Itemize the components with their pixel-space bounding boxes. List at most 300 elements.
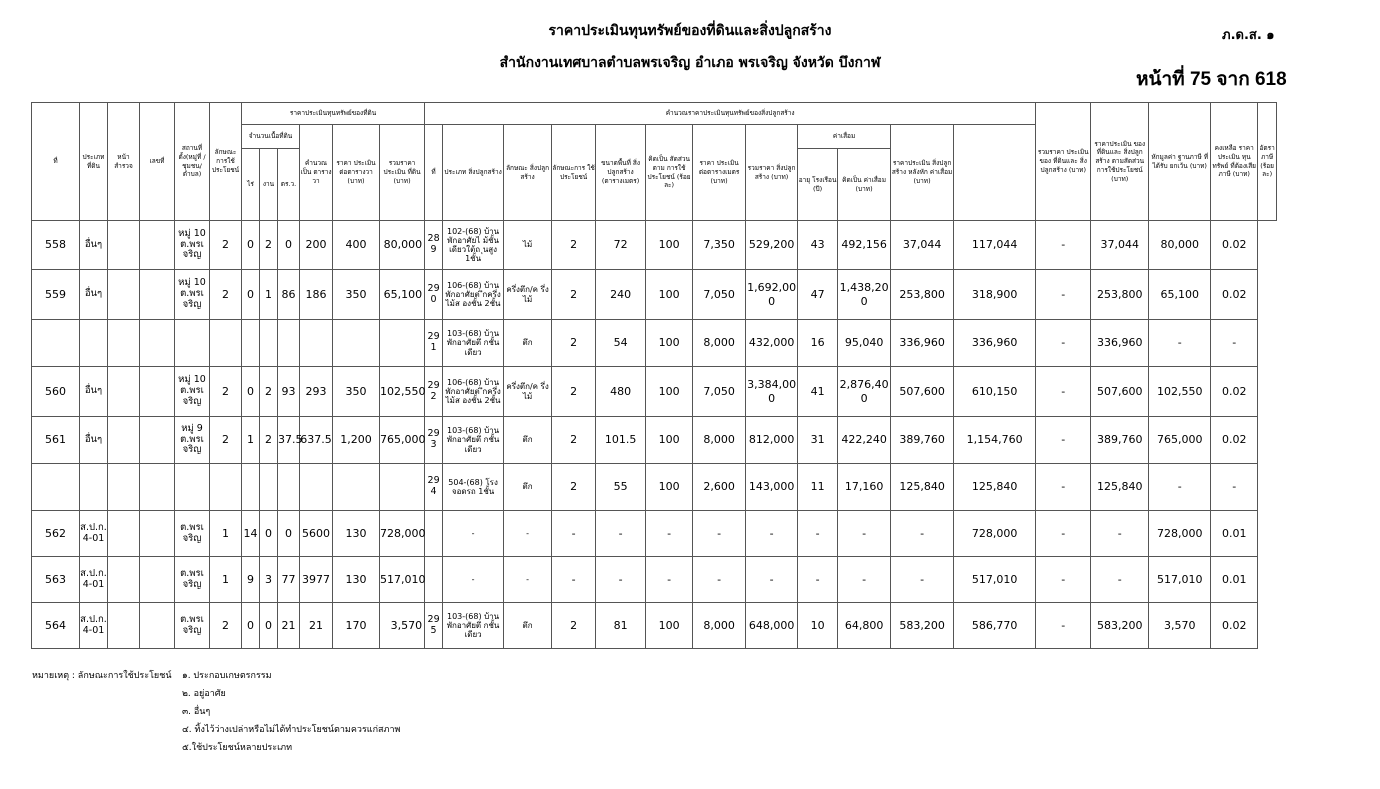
col-age: อายุ โรงเรือน (ปี) xyxy=(798,149,838,221)
cell-ngan: 2 xyxy=(260,417,278,464)
table-body xyxy=(32,221,1277,649)
cell-dep: 95,040 xyxy=(838,320,891,367)
cell-bpct: 100 xyxy=(646,270,693,320)
cell-sq-wa: 293 xyxy=(300,367,333,417)
cell-survey-page xyxy=(108,464,140,511)
cell-ratio: - xyxy=(1036,417,1091,464)
cell-land-total: 3,570 xyxy=(380,603,425,649)
notes-label: หมายเหตุ : ลักษณะการใช้ประโยชน์ xyxy=(32,671,172,681)
page-subtitle: สำนักงานเทศบาลตำบลพรเจริญ อำเภอ พรเจริญ จังหวัด บึงกาฬ xyxy=(499,55,881,71)
cell-wa: 77 xyxy=(278,557,300,603)
cell-busage: 2 xyxy=(552,221,596,270)
cell-ratio: - xyxy=(1036,320,1091,367)
cell-survey-page xyxy=(108,367,140,417)
form-code: ภ.ด.ส. ๑ xyxy=(1222,28,1275,43)
col-building-area: ขนาดพื้นที่ สิ่งปลูกสร้าง (ตารางเมตร) xyxy=(596,125,646,221)
cell-location xyxy=(175,320,210,367)
table-row xyxy=(32,417,1277,464)
cell-btotal: - xyxy=(746,511,798,557)
cell-land-total: 728,000 xyxy=(380,511,425,557)
cell-dep: 1,438,20 0 xyxy=(838,270,891,320)
cell-no: 562 xyxy=(32,511,80,557)
cell-price-per-wa: 400 xyxy=(333,221,380,270)
cell-survey-page xyxy=(108,511,140,557)
cell-bno: 29 5 xyxy=(425,603,443,649)
cell-remain: 80,000 xyxy=(1149,221,1211,270)
cell-bprice: 8,000 xyxy=(693,320,746,367)
cell-no: 560 xyxy=(32,367,80,417)
cell-age: 43 xyxy=(798,221,838,270)
cell-bno: 28 9 xyxy=(425,221,443,270)
cell-bno: 29 1 xyxy=(425,320,443,367)
cell-barea: 54 xyxy=(596,320,646,367)
col-building-type: ประเภท สิ่งปลูกสร้าง xyxy=(443,125,504,221)
cell-price-per-wa xyxy=(333,320,380,367)
cell-bchar: - xyxy=(504,557,552,603)
cell-dep: 2,876,40 0 xyxy=(838,367,891,417)
col-tax-rate: อัตราภาษี (ร้อยละ) xyxy=(1258,103,1277,221)
cell-btotal: 3,384,00 0 xyxy=(746,367,798,417)
col-remaining: คงเหลือ ราคาประเมิน ทุนทรัพย์ ที่ต้องเสียภาษี (บาท) xyxy=(1211,103,1258,221)
cell-bno: 29 3 xyxy=(425,417,443,464)
cell-btotal: - xyxy=(746,557,798,603)
cell-remain: 102,550 xyxy=(1149,367,1211,417)
cell-number xyxy=(140,221,175,270)
cell-remain: 65,100 xyxy=(1149,270,1211,320)
cell-age: - xyxy=(798,557,838,603)
cell-price-per-wa: 170 xyxy=(333,603,380,649)
cell-ratio: - xyxy=(1036,270,1091,320)
cell-bchar: - xyxy=(504,511,552,557)
cell-barea: 81 xyxy=(596,603,646,649)
col-building-pct: คิดเป็น สัดส่วนตาม การใช้ ประโยชน์ (ร้อยละ) xyxy=(646,125,693,221)
col-building-char: ลักษณะ สิ่งปลูกสร้าง xyxy=(504,125,552,221)
cell-ngan: 2 xyxy=(260,221,278,270)
cell-btype: 103-(68) บ้านพักอาศัยตึ กชั้นเดียว xyxy=(443,417,504,464)
col-number: เลขที่ xyxy=(140,103,175,221)
cell-number xyxy=(140,417,175,464)
col-price-per-wa: ราคา ประเมิน ต่อตารางวา (บาท) xyxy=(333,125,380,221)
cell-sq-wa: 186 xyxy=(300,270,333,320)
cell-land-type: ส.ป.ก. 4-01 xyxy=(80,603,108,649)
cell-ratio: - xyxy=(1036,221,1091,270)
table-row xyxy=(32,511,1277,557)
cell-bno xyxy=(425,557,443,603)
cell-location: หมู่ 10 ต.พรเ จริญ xyxy=(175,367,210,417)
cell-survey-page xyxy=(108,221,140,270)
cell-rate: 0.01 xyxy=(1211,557,1258,603)
cell-deduct: 583,200 xyxy=(1091,603,1149,649)
cell-barea: 240 xyxy=(596,270,646,320)
cell-no: 564 xyxy=(32,603,80,649)
cell-land-total xyxy=(380,320,425,367)
col-location-top: สถานที่ xyxy=(181,143,203,152)
cell-grand: 125,840 xyxy=(954,464,1036,511)
cell-dep: 17,160 xyxy=(838,464,891,511)
cell-wa xyxy=(278,464,300,511)
cell-sq-wa: 637.5 xyxy=(300,417,333,464)
cell-btype: 106-(68) บ้านพักอาศัยต ึกครึ่งไม้ส องชั้น 2ชั้น xyxy=(443,367,504,417)
cell-number xyxy=(140,464,175,511)
cell-usage: 2 xyxy=(210,221,242,270)
table-row xyxy=(32,557,1277,603)
note-item: ๔. ทิ้งไว้ว่างเปล่าหรือไม่ได้ทำประโยชน์ตามควรแก่สภาพ xyxy=(182,725,401,735)
cell-btotal: 432,000 xyxy=(746,320,798,367)
cell-bchar: ตึก xyxy=(504,603,552,649)
table-row xyxy=(32,603,1277,649)
col-grand-total: รวมราคา ประเมินของ ที่ดินและ สิ่งปลูกสร้าง (บาท) xyxy=(1036,103,1091,221)
assessment-table xyxy=(31,102,1277,649)
cell-btype: 103-(68) บ้านพักอาศัยตึ กชั้นเดียว xyxy=(443,320,504,367)
cell-price-per-wa: 1,200 xyxy=(333,417,380,464)
cell-rate: 0.02 xyxy=(1211,270,1258,320)
group-area: จำนวนเนื้อที่ดิน xyxy=(242,125,300,149)
cell-bnet: 583,200 xyxy=(891,603,954,649)
cell-usage: 2 xyxy=(210,603,242,649)
cell-land-type: ส.ป.ก. 4-01 xyxy=(80,511,108,557)
cell-age: - xyxy=(798,511,838,557)
cell-sq-wa: 5600 xyxy=(300,511,333,557)
col-deduction: หักมูลค่า ฐานภาษี ที่ได้รับ ยกเว้น (บาท) xyxy=(1149,103,1211,221)
cell-wa: 93 xyxy=(278,367,300,417)
cell-barea: - xyxy=(596,511,646,557)
cell-ngan: 2 xyxy=(260,367,278,417)
cell-ngan xyxy=(260,320,278,367)
cell-rai: 0 xyxy=(242,367,260,417)
col-location xyxy=(175,103,210,221)
cell-grand: 517,010 xyxy=(954,557,1036,603)
col-wa: ตร.ว. xyxy=(278,149,300,221)
cell-survey-page xyxy=(108,417,140,464)
cell-ngan: 0 xyxy=(260,603,278,649)
cell-location: ต.พรเ จริญ xyxy=(175,603,210,649)
cell-rai: 0 xyxy=(242,603,260,649)
col-building-price: ราคา ประเมิน ต่อตารางเมตร (บาท) xyxy=(693,125,746,221)
cell-bpct: - xyxy=(646,511,693,557)
cell-age: 31 xyxy=(798,417,838,464)
cell-bprice: 7,050 xyxy=(693,367,746,417)
cell-bprice: 2,600 xyxy=(693,464,746,511)
cell-deduct: 125,840 xyxy=(1091,464,1149,511)
cell-busage: 2 xyxy=(552,367,596,417)
note-item: ๕.ใช้ประโยชน์หลายประเภท xyxy=(182,743,293,753)
col-survey-page: หน้า สำรวจ xyxy=(108,103,140,221)
cell-busage: 2 xyxy=(552,603,596,649)
cell-bnet: 507,600 xyxy=(891,367,954,417)
cell-barea: 480 xyxy=(596,367,646,417)
cell-survey-page xyxy=(108,270,140,320)
cell-price-per-wa: 350 xyxy=(333,270,380,320)
cell-remain: 517,010 xyxy=(1149,557,1211,603)
cell-location: ต.พรเ จริญ xyxy=(175,511,210,557)
cell-bnet: 253,800 xyxy=(891,270,954,320)
page-title: ราคาประเมินทุนทรัพย์ของที่ดินและสิ่งปลูกสร้าง xyxy=(548,23,832,39)
cell-ratio: - xyxy=(1036,603,1091,649)
group-land: ราคาประเมินทุนทรัพย์ของที่ดิน xyxy=(242,103,425,125)
cell-dep: 492,156 xyxy=(838,221,891,270)
cell-bprice: 7,350 xyxy=(693,221,746,270)
cell-btotal: 1,692,00 0 xyxy=(746,270,798,320)
cell-remain: 3,570 xyxy=(1149,603,1211,649)
cell-btype: 106-(68) บ้านพักอาศัยต ึกครึ่งไม้ส องชั้น 2ชั้น xyxy=(443,270,504,320)
cell-rai xyxy=(242,464,260,511)
cell-sq-wa xyxy=(300,320,333,367)
cell-grand: 336,960 xyxy=(954,320,1036,367)
cell-sq-wa: 200 xyxy=(300,221,333,270)
cell-grand: 1,154,760 xyxy=(954,417,1036,464)
cell-age: 10 xyxy=(798,603,838,649)
cell-remain: - xyxy=(1149,464,1211,511)
cell-land-type: อื่นๆ xyxy=(80,367,108,417)
group-building: คำนวณราคาประเมินทุนทรัพย์ของสิ่งปลูกสร้าง xyxy=(425,103,1036,125)
cell-no: 559 xyxy=(32,270,80,320)
cell-rai: 14 xyxy=(242,511,260,557)
cell-deduct: - xyxy=(1091,557,1149,603)
cell-barea: 55 xyxy=(596,464,646,511)
cell-deduct: 336,960 xyxy=(1091,320,1149,367)
cell-bprice: - xyxy=(693,557,746,603)
table-row xyxy=(32,320,1277,367)
cell-price-per-wa: 130 xyxy=(333,557,380,603)
cell-bpct: - xyxy=(646,557,693,603)
cell-land-total: 765,000 xyxy=(380,417,425,464)
cell-rate: 0.02 xyxy=(1211,603,1258,649)
cell-land-type: อื่นๆ xyxy=(80,221,108,270)
cell-rate: 0.02 xyxy=(1211,417,1258,464)
cell-remain: 765,000 xyxy=(1149,417,1211,464)
cell-remain: 728,000 xyxy=(1149,511,1211,557)
cell-ratio: - xyxy=(1036,557,1091,603)
col-rai: ไร่ xyxy=(242,149,260,221)
cell-bno: 29 2 xyxy=(425,367,443,417)
cell-bprice: - xyxy=(693,511,746,557)
cell-bnet: - xyxy=(891,557,954,603)
group-depreciation: ค่าเสื่อม xyxy=(798,125,891,149)
cell-bpct: 100 xyxy=(646,464,693,511)
cell-price-per-wa xyxy=(333,464,380,511)
cell-ngan: 1 xyxy=(260,270,278,320)
cell-grand: 318,900 xyxy=(954,270,1036,320)
cell-barea: 101.5 xyxy=(596,417,646,464)
cell-bnet: 125,840 xyxy=(891,464,954,511)
cell-dep: - xyxy=(838,557,891,603)
cell-dep: - xyxy=(838,511,891,557)
cell-btotal: 812,000 xyxy=(746,417,798,464)
cell-number xyxy=(140,320,175,367)
cell-bpct: 100 xyxy=(646,320,693,367)
cell-wa xyxy=(278,320,300,367)
cell-price-per-wa: 350 xyxy=(333,367,380,417)
col-sq-wa: คำนวณ เป็น ตารางวา xyxy=(300,125,333,221)
cell-bprice: 8,000 xyxy=(693,417,746,464)
cell-number xyxy=(140,557,175,603)
cell-rai: 0 xyxy=(242,270,260,320)
cell-bpct: 100 xyxy=(646,221,693,270)
cell-wa: 21 xyxy=(278,603,300,649)
cell-rate: 0.02 xyxy=(1211,221,1258,270)
cell-location: หมู่ 10 ต.พรเ จริญ xyxy=(175,270,210,320)
cell-remain: - xyxy=(1149,320,1211,367)
cell-usage: 2 xyxy=(210,367,242,417)
cell-bprice: 7,050 xyxy=(693,270,746,320)
col-building-total: รวมราคา สิ่งปลูกสร้าง (บาท) xyxy=(746,125,798,221)
cell-land-type: อื่นๆ xyxy=(80,270,108,320)
note-item: ๒. อยู่อาศัย xyxy=(182,689,226,699)
cell-busage: - xyxy=(552,511,596,557)
cell-bno: 29 0 xyxy=(425,270,443,320)
cell-bpct: 100 xyxy=(646,417,693,464)
cell-survey-page xyxy=(108,557,140,603)
cell-bchar: ตึก xyxy=(504,464,552,511)
cell-location xyxy=(175,464,210,511)
cell-dep: 64,800 xyxy=(838,603,891,649)
col-land-total: รวมราคา ประเมิน ที่ดิน (บาท) xyxy=(380,125,425,221)
cell-deduct: 507,600 xyxy=(1091,367,1149,417)
cell-number xyxy=(140,367,175,417)
cell-ngan: 0 xyxy=(260,511,278,557)
cell-rate: 0.02 xyxy=(1211,367,1258,417)
table-row xyxy=(32,221,1277,270)
cell-age: 41 xyxy=(798,367,838,417)
cell-number xyxy=(140,511,175,557)
cell-busage: 2 xyxy=(552,464,596,511)
cell-land-total xyxy=(380,464,425,511)
cell-ngan xyxy=(260,464,278,511)
cell-rate: - xyxy=(1211,320,1258,367)
cell-rai: 9 xyxy=(242,557,260,603)
cell-bchar: ตึก xyxy=(504,417,552,464)
col-no: ที่ xyxy=(32,103,80,221)
cell-rate: 0.01 xyxy=(1211,511,1258,557)
cell-number xyxy=(140,603,175,649)
col-building-net: ราคาประเมิน สิ่งปลูกสร้าง หลังหัก ค่าเสื่อม (บาท) xyxy=(891,125,954,221)
cell-usage: 2 xyxy=(210,270,242,320)
cell-no: 563 xyxy=(32,557,80,603)
cell-bprice: 8,000 xyxy=(693,603,746,649)
cell-no xyxy=(32,320,80,367)
cell-land-total: 65,100 xyxy=(380,270,425,320)
cell-btype: 103-(68) บ้านพักอาศัยตึ กชั้นเดียว xyxy=(443,603,504,649)
cell-survey-page xyxy=(108,603,140,649)
cell-busage: 2 xyxy=(552,417,596,464)
col-location-label: ตั้ง(หมู่ที่ /ชุมชน/ ตำบล) xyxy=(178,152,206,179)
cell-deduct: 253,800 xyxy=(1091,270,1149,320)
page-number: หน้าที่ 75 จาก 618 xyxy=(1136,69,1287,90)
note-item: ๓. อื่นๆ xyxy=(182,707,211,717)
cell-deduct: 37,044 xyxy=(1091,221,1149,270)
col-building-no: ที่ xyxy=(425,125,443,221)
cell-bnet: - xyxy=(891,511,954,557)
cell-land-total: 517,010 xyxy=(380,557,425,603)
cell-usage: 1 xyxy=(210,511,242,557)
cell-no xyxy=(32,464,80,511)
table-row xyxy=(32,464,1277,511)
cell-bchar: ไม้ xyxy=(504,221,552,270)
footnotes xyxy=(32,667,400,757)
cell-btotal: 648,000 xyxy=(746,603,798,649)
cell-usage xyxy=(210,464,242,511)
cell-barea: - xyxy=(596,557,646,603)
cell-ratio: - xyxy=(1036,367,1091,417)
cell-busage: - xyxy=(552,557,596,603)
cell-bchar: ตึก xyxy=(504,320,552,367)
cell-btotal: 529,200 xyxy=(746,221,798,270)
cell-age: 11 xyxy=(798,464,838,511)
cell-wa: 0 xyxy=(278,511,300,557)
cell-bpct: 100 xyxy=(646,603,693,649)
cell-btype: 504-(68) โรงจอดรถ 1ชั้น xyxy=(443,464,504,511)
cell-land-type: อื่นๆ xyxy=(80,417,108,464)
cell-location: หมู่ 10 ต.พรเ จริญ xyxy=(175,221,210,270)
cell-deduct: - xyxy=(1091,511,1149,557)
cell-busage: 2 xyxy=(552,270,596,320)
cell-dep: 422,240 xyxy=(838,417,891,464)
cell-btype: - xyxy=(443,557,504,603)
cell-btype: - xyxy=(443,511,504,557)
cell-grand: 610,150 xyxy=(954,367,1036,417)
table-row xyxy=(32,270,1277,320)
cell-no: 558 xyxy=(32,221,80,270)
cell-bchar: ครึ่งตึก/ค รึ่งไม้ xyxy=(504,367,552,417)
cell-land-type xyxy=(80,320,108,367)
cell-bnet: 37,044 xyxy=(891,221,954,270)
cell-price-per-wa: 130 xyxy=(333,511,380,557)
cell-usage: 1 xyxy=(210,557,242,603)
cell-rate: - xyxy=(1211,464,1258,511)
col-depreciation: คิดเป็น ค่าเสื่อม (บาท) xyxy=(838,149,891,221)
cell-land-type xyxy=(80,464,108,511)
cell-land-total: 80,000 xyxy=(380,221,425,270)
cell-age: 47 xyxy=(798,270,838,320)
col-ngan: งาน xyxy=(260,149,278,221)
cell-bnet: 389,760 xyxy=(891,417,954,464)
cell-bno xyxy=(425,511,443,557)
cell-no: 561 xyxy=(32,417,80,464)
table-row xyxy=(32,367,1277,417)
cell-wa: 37.5 xyxy=(278,417,300,464)
cell-land-total: 102,550 xyxy=(380,367,425,417)
cell-bchar: ครึ่งตึก/ค รึ่งไม้ xyxy=(504,270,552,320)
cell-survey-page xyxy=(108,320,140,367)
cell-bno: 29 4 xyxy=(425,464,443,511)
cell-sq-wa xyxy=(300,464,333,511)
cell-location: หมู่ 9 ต.พรเ จริญ xyxy=(175,417,210,464)
cell-busage: 2 xyxy=(552,320,596,367)
cell-barea: 72 xyxy=(596,221,646,270)
cell-grand: 117,044 xyxy=(954,221,1036,270)
cell-age: 16 xyxy=(798,320,838,367)
cell-rai: 1 xyxy=(242,417,260,464)
cell-rai xyxy=(242,320,260,367)
cell-ratio: - xyxy=(1036,511,1091,557)
cell-sq-wa: 21 xyxy=(300,603,333,649)
cell-grand: 728,000 xyxy=(954,511,1036,557)
cell-btype: 102-(68) บ้านพักอาศัยไ ม้ชั้นเดียวใต้ถ ุนสูง 1ชั้น xyxy=(443,221,504,270)
cell-ngan: 3 xyxy=(260,557,278,603)
cell-wa: 0 xyxy=(278,221,300,270)
note-item: ๑. ประกอบเกษตรกรรม xyxy=(182,671,272,681)
cell-usage xyxy=(210,320,242,367)
cell-grand: 586,770 xyxy=(954,603,1036,649)
cell-btotal: 143,000 xyxy=(746,464,798,511)
col-ratio: ราคาประเมิน ของที่ดินและ สิ่งปลูกสร้าง ตามสัดส่วน การใช้ประโยชน์ (บาท) xyxy=(1091,103,1149,221)
cell-land-type: ส.ป.ก. 4-01 xyxy=(80,557,108,603)
col-land-type: ประเภท ที่ดิน xyxy=(80,103,108,221)
cell-ratio: - xyxy=(1036,464,1091,511)
cell-wa: 86 xyxy=(278,270,300,320)
cell-bpct: 100 xyxy=(646,367,693,417)
cell-rai: 0 xyxy=(242,221,260,270)
